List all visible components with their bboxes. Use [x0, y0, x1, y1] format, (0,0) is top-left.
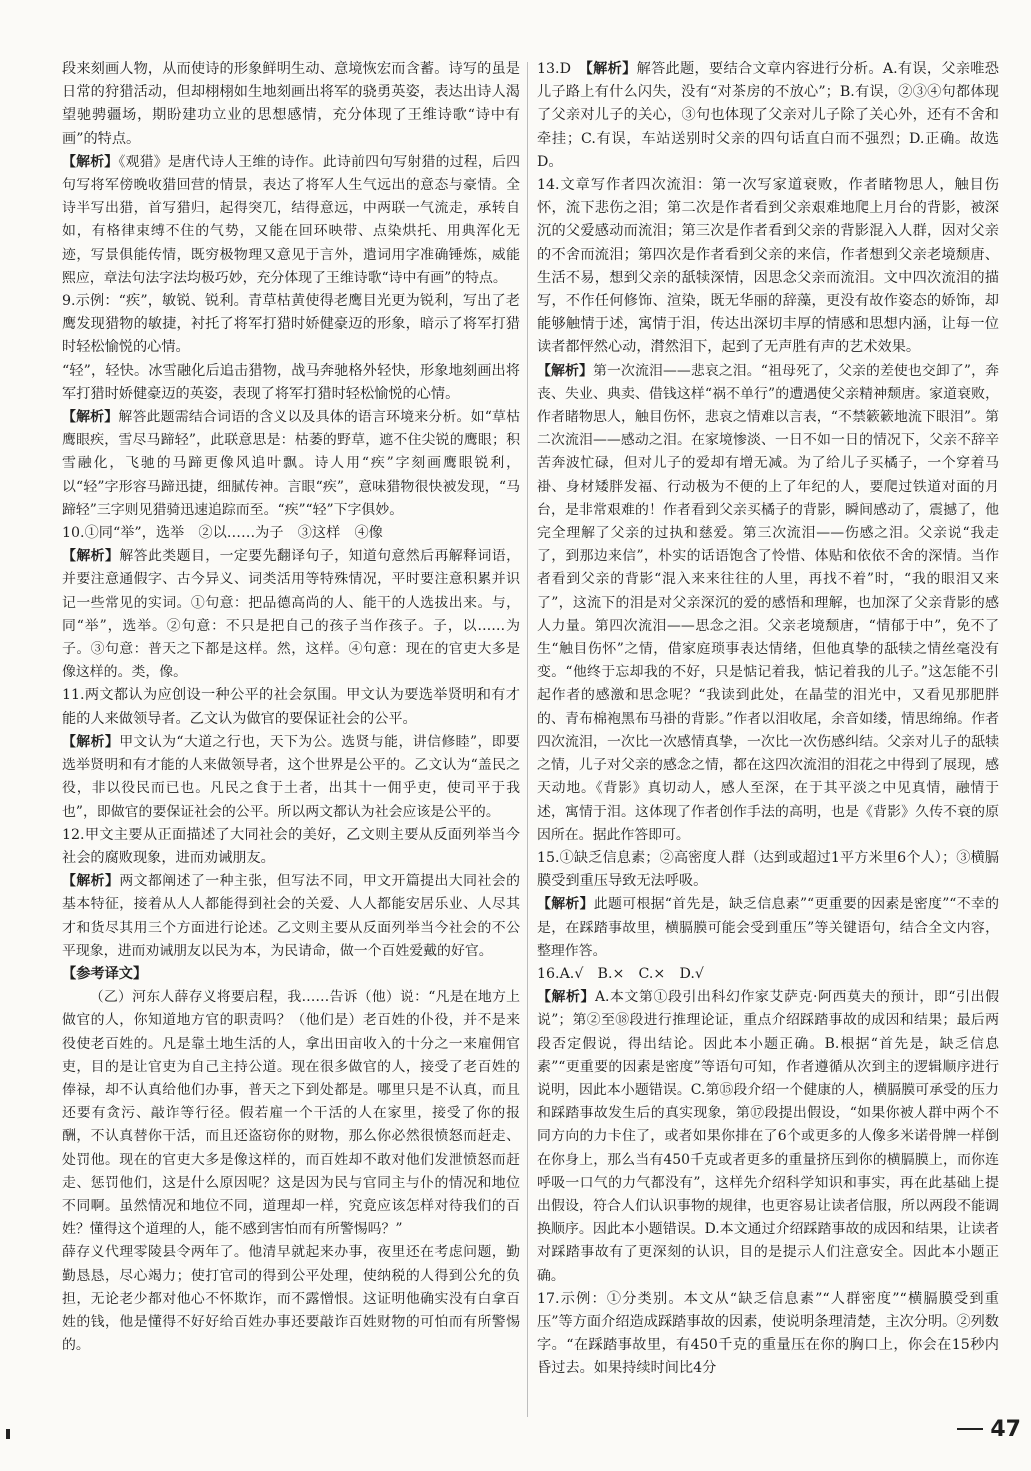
- left-block: [62, 731, 520, 824]
- left-block: [62, 824, 520, 870]
- page-number-rule: [957, 1428, 983, 1430]
- left-block: [62, 963, 520, 986]
- section-tag: 【解析】: [537, 989, 595, 1006]
- section-tag: 【解析】: [62, 873, 120, 890]
- block-text: 10.①同“举”，选举 ②以……为子 ③这样 ④像: [62, 525, 383, 542]
- block-text: 甲文认为“大道之行也，天下为公。选贤与能，讲信修睦”，即要选举贤明和有才能的人来做领导者，这个世界是公平的。乙文认为“盖民之役，非以役民而已也。凡民之食于土者，出其十一佣乎吏，使司平于我也”，即做官的要保证社会的公平。所以两文都认为社会应该是公平的。: [62, 733, 520, 820]
- block-text: 段来刻画人物，从而使诗的形象鲜明生动、意境恢宏而含蓄。诗写的虽是日常的狩猎活动，但却栩栩如生地刻画出将军的骁勇英姿，表达出诗人渴望驰骋疆场，期盼建功立业的思想感情，充分体现了王维诗歌“诗中有画”的特点。: [62, 61, 520, 147]
- right-block: [537, 847, 999, 893]
- block-text: 15.①缺乏信息素；②高密度人群（达到或超过1平方米里6个人）；③横膈膜受到重压导致无法呼吸。: [537, 849, 999, 890]
- section-tag: 【解析】: [62, 409, 119, 426]
- left-block: [62, 684, 520, 730]
- section-tag: 【参考译文】: [62, 965, 148, 982]
- section-tag: 【解析】: [62, 733, 120, 750]
- block-text: 11.两文都认为应创设一种公平的社会氛围。甲文认为要选举贤明和有才能的人来做领导者。乙文认为做官的要保证社会的公平。: [62, 687, 520, 727]
- block-text: A.本文第①段引出科幻作家艾萨克·阿西莫夫的预计，即“引出假说”；第②至⑱段进行推理论证，重点介绍踩踏事故的成因和结果；最后两段否定假说，得出结论。因此本小题正确。B.根据“首先是，缺乏信息素”“更重要的因素是密度”等语句可知，作者遵循从次到主的逻辑顺序进行说明，因此本小题错误。C.第⑮段介绍一个健康的人，横膈膜可承受的压力和踩踏事故发生后的真实现象，第⑰段提出假设，“如果你被人群中两个不同方向的力卡住了，或者如果你排在了6个或更多的人像多米诺骨牌一样倒在你身上，那么当有450千克或者更多的重量挤压到你的横膈膜上，而你连呼吸一口气的力气都没有”，这样先介绍科学知识和事实，再在此基础上提出假设，符合人们认识事物的规律，也更容易让读者信服，所以两段不能调换顺序。因此本小题错误。D.本文通过介绍踩踏事故的成因和结果，让读者对踩踏事故有了更深刻的认识，目的是提示人们注意安全。因此本小题正确。: [537, 989, 999, 1284]
- right-block: [537, 174, 999, 360]
- right-column: [537, 58, 999, 1421]
- block-text: 解答此类题目，一定要先翻译句子，知道句意然后再解释词语，并要注意通假字、古今异义、词类活用等特殊情况，平时要注意积累并识记一些常见的实词。①句意：把品德高尚的人、能干的人选拔出来。与，同“举”，选举。②句意：不只是把自己的孩子当作孩子。子，以……为子。③句意：普天之下都是这样。然，这样。④句意：现在的官吏大多是像这样的。类，像。: [62, 548, 520, 681]
- right-block: [537, 58, 999, 174]
- block-text: 此题可根据“首先是，缺乏信息素”“更重要的因素是密度”“不幸的是，在踩踏事故里，横膈膜可能会受到重压”等关键语句，结合全文内容，整理作答。: [537, 896, 999, 959]
- section-tag: 【解析】: [537, 362, 593, 379]
- block-text: 12.甲文主要从正面描述了大同社会的美好，乙文则主要从反面列举当今社会的腐败现象，进而劝诫朋友。: [62, 826, 520, 866]
- right-block: [537, 986, 999, 1288]
- left-block: [62, 870, 520, 963]
- block-text: 14.文章写作者四次流泪：第一次写家道衰败，作者睹物思人，触目伤怀，流下悲伤之泪；第二次是作者看到父亲艰难地爬上月台的背影，被深沉的父爱感动而流泪；第三次是作者看到父亲的背影混入人群，因对父亲的不舍而流泪；第四次是作者看到父亲的来信，作者想到父亲老境颓唐、生活不易，想到父亲的舐犊深情，因思念父亲而流泪。文中四次流泪的描写，不作任何修饰、渲染，既无华丽的辞藻，更没有故作姿态的娇饰，却能够触情于述，寓情于泪，传达出深切丰厚的情感和思想内涵，让每一位读者都怦然心动，潸然泪下，起到了无声胜有声的艺术效果。: [537, 177, 999, 356]
- section-tag: 【解析】: [62, 548, 120, 565]
- block-text: 两文都阐述了一种主张，但写法不同，甲文开篇提出大同社会的基本特征，接着从人人都能得到社会的关爱、人人都能安居乐业、人尽其才和货尽其用三个方面进行论述。乙文则主要从反面列举当今社会的不公平现象，进而劝诫朋友以民为本，为民请命，做一个百姓爱戴的好官。: [62, 873, 520, 959]
- left-block: [62, 151, 520, 290]
- left-block: [62, 406, 520, 522]
- block-text: 解答此题需结合词语的含义以及具体的语言环境来分析。如“草枯鹰眼疾，雪尽马蹄轻”，此联意思是：枯萎的野草，遮不住尖锐的鹰眼；积雪融化，飞驰的马蹄更像风追叶飘。诗人用“疾”字刻画鹰眼锐利，以“轻”字形容马蹄迅捷，细腻传神。言眼“疾”，意味猎物很快被发现，“马蹄轻”三字则见猎骑迅速追踪而至。“疾”“轻”下字俱妙。: [62, 409, 520, 518]
- section-tag: 【解析】: [585, 61, 637, 77]
- right-block: [537, 893, 999, 963]
- block-text: 第一次流泪——悲哀之泪。“祖母死了，父亲的差使也交卸了”，奔丧、失业、典卖、借钱这样“祸不单行”的遭遇使父亲精神颓唐。家道衰败，作者睹物思人，触目伤怀，悲哀之情难以言表，“不禁簌簌地流下眼泪”。第二次流泪——感动之泪。在家境惨淡、一日不如一日的情况下，父亲不辞辛苦奔波忙碌，但对儿子的爱却有增无减。为了给儿子买橘子，一个穿着马褂、身材矮胖发福、行动极为不便的上了年纪的人，要爬过铁道对面的月台，是非常艰难的！作者看到父亲买橘子的背影，瞬间感动了，震撼了，他完全理解了父亲的过执和慈爱。第三次流泪——伤感之泪。父亲说“我走了，到那边来信”，朴实的话语饱含了怜惜、体贴和依依不舍的深情。当作者看到父亲的背影“混入来来往往的人里，再找不着”时，“我的眼泪又来了”，这流下的泪是对父亲深沉的爱的感悟和理解，也加深了父亲背影的感人力量。第四次流泪——思念之泪。父亲老境颓唐，“情郁于中”，免不了生“触目伤怀”之情，借家庭琐事表达情绪，但他真挚的舐犊之情丝毫没有变。“他终于忘却我的不好，只是惦记着我，惦记着我的儿子。”这怎能不引起作者的感激和思念呢？“我读到此处，在晶莹的泪光中，又看见那肥胖的、青布棉袍黑布马褂的背影。”作者以泪收尾，余音如缕，情思绵绵。作者四次流泪，一次比一次感情真挚，一次比一次伤感纠结。父亲对儿子的舐犊之情，儿子对父亲的感念之情，都在这四次流泪的泪花之中得到了展现，感天动地。《背影》真切动人，感人至深，在于其平淡之中见真情，融情于述，寓情于泪。这体现了作者创作手法的高明，也是《背影》久传不衰的原因所在。据此作答即可。: [537, 362, 999, 843]
- section-tag: 【解析】: [537, 896, 594, 913]
- crop-mark: [6, 1429, 10, 1439]
- left-column: [62, 58, 520, 1421]
- block-text: 13.D: [537, 61, 586, 77]
- right-block: [537, 360, 999, 847]
- block-text: （乙）河东人薛存义将要启程，我……告诉（他）说：“凡是在地方上做官的人，你知道地方官的职责吗？（他们是）老百姓的仆役，并不是来役使老百姓的。凡是靠土地生活的人，拿出田亩收入的十分之一来雇佣官吏，目的是让官吏为自己主持公道。现在很多做官的人，接受了老百姓的俸禄，却不认真给他们办事，普天之下到处都是。哪里只是不认真，而且还要有贪污、敲诈等行径。假若雇一个干活的人在家里，接受了你的报酬，不认真替你干活，而且还盗窃你的财物，那么你必然很愤怒而赶走、处罚他。现在的官吏大多是像这样的，而百姓却不敢对他们发泄愤怒而赶走、惩罚他们，这是什么原因呢？这是因为民与官同主与仆的情况和地位不同啊。虽然情况和地位不同，道理却一样，究竟应该怎样对待我们的百姓？懂得这个道理的人，能不感到害怕而有所警惕吗？” 薛存义代理零陵县令两年了。他清早就起来办事，夜里还在考虑问题，勤勤恳恳，尽心竭力；使打官司的得到公平处理，使纳税的人得到公允的负担，无论老少都对他心不怀欺诈，而不露憎恨。这证明他确实没有白拿百姓的钱，他是懂得不好好给百姓办事还要敲诈百姓财物的可怕而有所警惕的。: [62, 989, 520, 1354]
- block-text: 《观猎》是唐代诗人王维的诗作。此诗前四句写射猎的过程，后四句写将军傍晚收猎回营的情景，表达了将军人生气远出的意态与豪情。全诗半写出猎，首写猎归，起得突兀，结得意远，中两联一气流走，承转自如，有格律束缚不住的气势，又能在回环映带、点染烘托、用典浑化无迹，写景俱能传情，既穷极物理又意见于言外，遣词用字准确锤炼，威能熙应，章法句法字法均极巧妙，充分体现了王维诗歌“诗中有画”的特点。: [62, 153, 520, 286]
- block-text: 9.示例：“疾”，敏锐、锐利。青草枯黄使得老鹰目光更为锐利，写出了老鹰发现猎物的敏捷，衬托了将军打猎时娇健豪迈的形象，暗示了将军打猎时轻松愉悦的心情。 “轻”，轻快。冰雪融化后追击猎物，战马奔驰格外轻快，形象地刻画出将军打猎时娇健豪迈的英姿，表现了将军打猎时轻松愉悦的心情。: [62, 293, 520, 402]
- block-text: 解答此题，要结合文章内容进行分析。A.有误，父亲唯恐儿子路上有什么闪失，没有“对茶房的不放心”；B.有误，②③④句都体现了父亲对儿子的关心，③句也体现了父亲对儿子除了关心外，还有不舍和牵挂；C.有误，车站送别时父亲的四句话直白而不强烈；D.正确。故选D。: [537, 61, 999, 170]
- left-block: [62, 522, 520, 545]
- block-text: 17.示例：①分类别。本文从“缺乏信息素”“人群密度”“横膈膜受到重压”等方面介绍造成踩踏事故的因素，使说明条理清楚，主次分明。②列数字。“在踩踏事故里，有450千克的重量压在你的胸口上，你会在15秒内昏过去。如果持续时间比4分: [537, 1290, 999, 1377]
- block-text: 16.A.√ B.× C.× D.√: [537, 965, 704, 982]
- right-block: [537, 963, 999, 986]
- right-block: [537, 1288, 999, 1381]
- left-block: [62, 290, 520, 406]
- left-block: [62, 58, 520, 151]
- left-block: [62, 986, 520, 1357]
- page-number: 47: [990, 1416, 1021, 1442]
- column-divider: [527, 62, 528, 1417]
- left-block: [62, 545, 520, 684]
- section-tag: 【解析】: [62, 153, 119, 170]
